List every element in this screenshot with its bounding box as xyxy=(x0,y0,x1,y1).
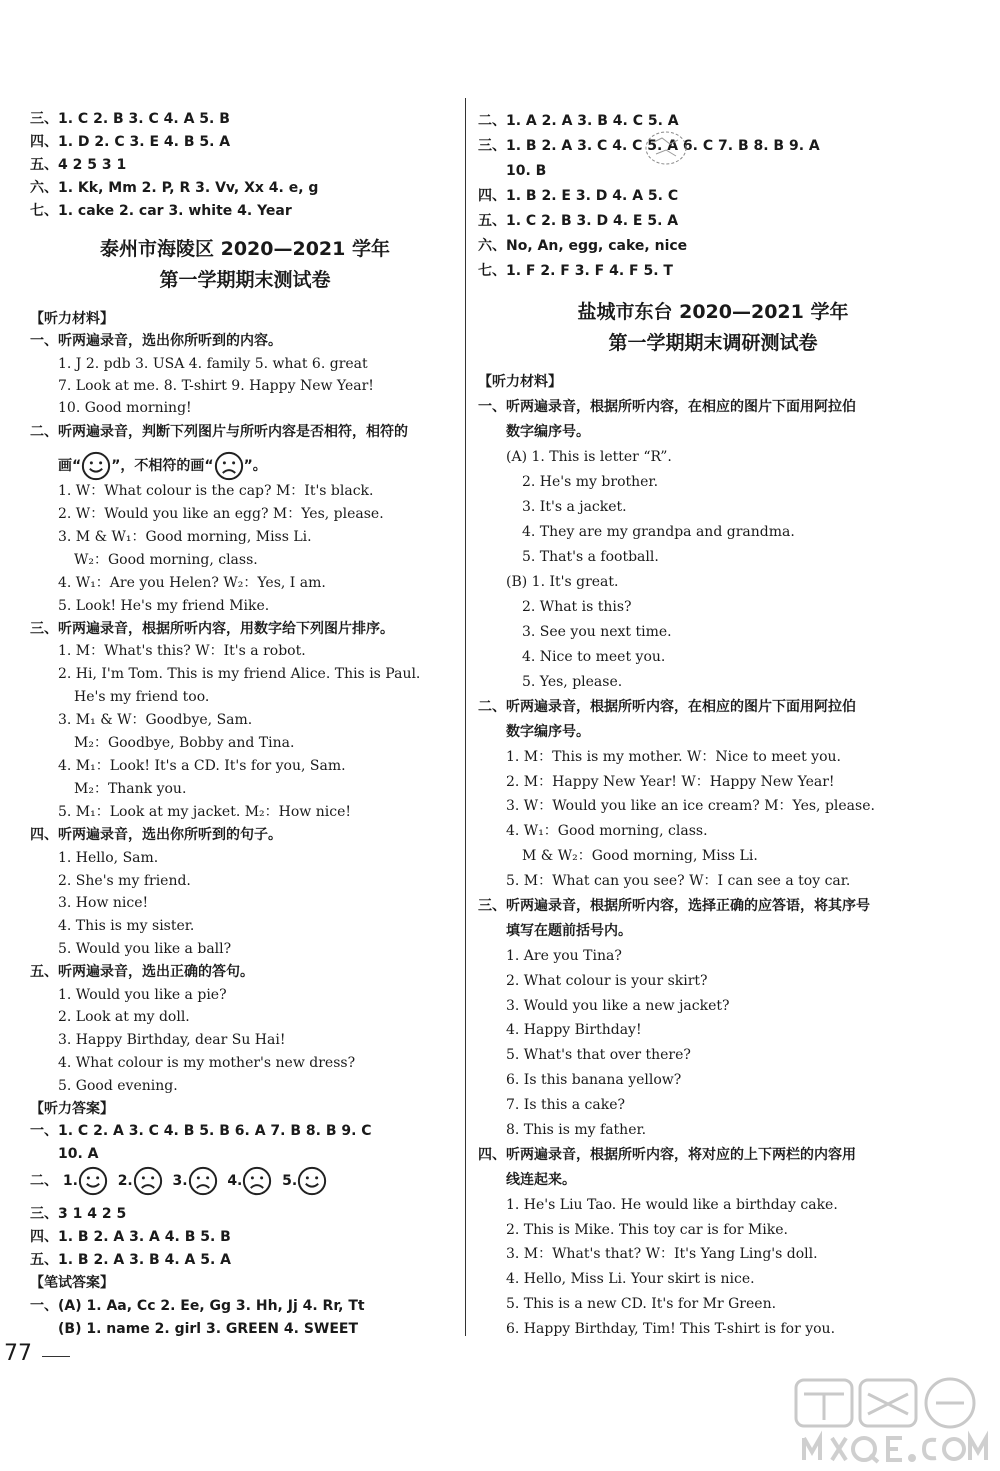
text-line: 4. This is my sister. xyxy=(58,918,195,934)
stamp-mark xyxy=(640,128,692,168)
section-label: 【笔试答案】 xyxy=(30,1275,114,1291)
smiley-face-icon xyxy=(78,1166,108,1196)
text-line: 3. M₁ & W：Goodbye, Sam. xyxy=(58,712,253,728)
text-line: 2. What colour is your skirt? xyxy=(506,973,708,989)
sad-face-icon xyxy=(242,1166,272,1196)
text-line: 6. Is this banana yellow? xyxy=(506,1072,682,1088)
text-fragment: ”，不相符的画“ xyxy=(111,458,214,474)
answer-line: 10. B xyxy=(506,163,547,179)
text-line: 4. W₁：Good morning, class. xyxy=(506,823,708,839)
text-line: 5. Would you like a ball? xyxy=(58,941,232,957)
text-line: 2. She's my friend. xyxy=(58,873,191,889)
text-line: 5. What's that over there? xyxy=(506,1047,691,1063)
section-label: 【听力材料】 xyxy=(30,311,114,327)
text-line: 1. Would you like a pie? xyxy=(58,987,227,1003)
text-line: 2. What is this? xyxy=(522,599,632,615)
text-line: 1. He's Liu Tao. He would like a birthday cake. xyxy=(506,1197,838,1213)
answer-line: 五、1. B 2. A 3. B 4. A 5. A xyxy=(30,1252,232,1268)
text-line: 3. M & W₁：Good morning, Miss Li. xyxy=(58,529,312,545)
text-line: 2. W：Would you like an egg? M：Yes, please. xyxy=(58,506,384,522)
text-line: 3. W：Would you like an ice cream? M：Yes, please. xyxy=(506,798,875,814)
text-line: 1. W：What colour is the cap? M：It's black. xyxy=(58,483,374,499)
text-line: 3. How nice! xyxy=(58,895,149,911)
question-head: 四、听两遍录音，选出你所听到的句子。 xyxy=(30,827,282,843)
answer-line: 10. A xyxy=(58,1146,99,1162)
page-number-rule xyxy=(42,1356,70,1357)
text-line: 4. Happy Birthday! xyxy=(506,1022,642,1038)
text-line: (B) 1. It's great. xyxy=(506,574,619,590)
face-answer: 5. xyxy=(282,1173,327,1189)
text-line: 5. Yes, please. xyxy=(522,674,623,690)
text-line: 5. This is a new CD. It's for Mr Green. xyxy=(506,1296,777,1312)
question-head: 一、听两遍录音，选出你所听到的内容。 xyxy=(30,333,282,349)
text-line: 5. Good evening. xyxy=(58,1078,178,1094)
text-line: 3. Would you like a new jacket? xyxy=(506,998,730,1014)
answer-line: 六、1. Kk, Mm 2. P, R 3. Vv, Xx 4. e, g xyxy=(30,180,319,196)
text-line: 4. Nice to meet you. xyxy=(522,649,666,665)
text-line: W₂：Good morning, class. xyxy=(74,552,258,568)
text-line: 5. M：What can you see? W：I can see a toy car. xyxy=(506,873,851,889)
text-line: 3. See you next time. xyxy=(522,624,672,640)
face-answer: 1. xyxy=(63,1173,108,1189)
page-number: 77 xyxy=(4,1341,32,1366)
text-line: 8. This is my father. xyxy=(506,1122,647,1138)
text-line: M₂：Thank you. xyxy=(74,781,187,797)
exam-subtitle: 第一学期期末测试卷 xyxy=(159,269,331,291)
text-line: 2. M：Happy New Year! W：Happy New Year! xyxy=(506,774,835,790)
question-head-cont: 填写在题前括号内。 xyxy=(506,923,632,939)
answer-line: 一、(A) 1. Aa, Cc 2. Ee, Gg 3. Hh, Jj 4. Rr, Tt xyxy=(30,1298,365,1314)
text-line: 4. Hello, Miss Li. Your skirt is nice. xyxy=(506,1271,755,1287)
question-head: 五、听两遍录音，选出正确的答句。 xyxy=(30,964,254,980)
text-fragment: ”。 xyxy=(243,458,267,474)
question-head: 一、听两遍录音，根据所听内容，在相应的图片下面用阿拉伯 xyxy=(478,399,856,415)
text-line: 4. M₁：Look! It's a CD. It's for you, Sam. xyxy=(58,758,346,774)
smiley-face-icon xyxy=(297,1166,327,1196)
text-line: 7. Is this a cake? xyxy=(506,1097,625,1113)
section-label: 【听力材料】 xyxy=(478,374,562,390)
text-line: 3. M：What's that? W：It's Yang Ling's doll. xyxy=(506,1246,818,1262)
text-line: M₂：Goodbye, Bobby and Tina. xyxy=(74,735,295,751)
text-line: 2. Hi, I'm Tom. This is my friend Alice. This is Paul. xyxy=(58,666,421,682)
face-answer: 3. xyxy=(173,1173,218,1189)
sad-face-icon xyxy=(133,1166,163,1196)
question-head-cont: 数字编序号。 xyxy=(506,724,590,740)
text-line: 4. They are my grandpa and grandma. xyxy=(522,524,795,540)
answer-line: 四、1. B 2. A 3. A 4. B 5. B xyxy=(30,1229,231,1245)
answer-line: 六、No, An, egg, cake, nice xyxy=(478,238,688,254)
text-line: 5. That's a football. xyxy=(522,549,659,565)
answer-line: 四、1. B 2. E 3. D 4. A 5. C xyxy=(478,188,679,204)
question-head-cont: 数字编序号。 xyxy=(506,424,590,440)
text-line: 1. Hello, Sam. xyxy=(58,850,159,866)
text-line: 2. This is Mike. This toy car is for Mike. xyxy=(506,1222,788,1238)
text-line: 1. M：This is my mother. W：Nice to meet you. xyxy=(506,749,841,765)
text-line: 3. It's a jacket. xyxy=(522,499,627,515)
answer-line: 七、1. F 2. F 3. F 4. F 5. T xyxy=(478,263,673,279)
question-head: 三、听两遍录音，根据所听内容，用数字给下列图片排序。 xyxy=(30,621,394,637)
answer-line: 四、1. D 2. C 3. E 4. B 5. A xyxy=(30,134,231,150)
exam-title: 盐城市东台 2020—2021 学年 xyxy=(577,301,849,323)
answer-line: 二、1. A 2. A 3. B 4. C 5. A xyxy=(478,113,679,129)
sad-face-icon xyxy=(188,1166,218,1196)
text-line: 5. M₁：Look at my jacket. M₂：How nice! xyxy=(58,804,351,820)
sad-face-icon xyxy=(214,451,244,481)
text-line: (A) 1. This is letter “R”. xyxy=(506,449,672,465)
text-fragment: 画“ xyxy=(58,458,82,474)
text-line: 10. Good morning! xyxy=(58,400,192,416)
answer-line: 五、1. C 2. B 3. D 4. E 5. A xyxy=(478,213,679,229)
text-line: He's my friend too. xyxy=(74,689,210,705)
question-head-cont: 线连起来。 xyxy=(506,1172,576,1188)
answer-line: 三、1. B 2. A 3. C 4. C 5. A 6. C 7. B 8. B 9. A xyxy=(478,138,820,154)
text-line: 4. W₁：Are you Helen? W₂：Yes, I am. xyxy=(58,575,326,591)
text-line: 5. Look! He's my friend Mike. xyxy=(58,598,270,614)
face-answer: 4. xyxy=(227,1173,272,1189)
question-head: 四、听两遍录音，根据所听内容，将对应的上下两栏的内容用 xyxy=(478,1147,856,1163)
question-head: 三、听两遍录音，根据所听内容，选择正确的应答语，将其序号 xyxy=(478,898,870,914)
answer-line: (B) 1. name 2. girl 3. GREEN 4. SWEET xyxy=(58,1321,359,1337)
exam-subtitle: 第一学期期末调研测试卷 xyxy=(608,332,818,354)
face-answer: 2. xyxy=(118,1173,163,1189)
answer-faces-line xyxy=(30,1166,327,1196)
answer-line: 三、3 1 4 2 5 xyxy=(30,1206,127,1222)
column-divider xyxy=(465,98,466,1336)
answer-line: 五、4 2 5 3 1 xyxy=(30,157,127,173)
text-line: 3. Happy Birthday, dear Su Hai! xyxy=(58,1032,286,1048)
question-head: 二、听两遍录音，判断下列图片与所听内容是否相符，相符的 xyxy=(30,424,408,440)
text-line: 1. Are you Tina? xyxy=(506,948,622,964)
text-line: 1. J 2. pdb 3. USA 4. family 5. what 6. great xyxy=(58,356,368,372)
text-line: 6. Happy Birthday, Tim! This T-shirt is for you. xyxy=(506,1321,836,1337)
text-line: 1. M：What's this? W：It's a robot. xyxy=(58,643,306,659)
answer-line: 三、1. C 2. B 3. C 4. A 5. B xyxy=(30,111,230,127)
text-line: M & W₂：Good morning, Miss Li. xyxy=(522,848,758,864)
text-fragment: 二、 xyxy=(30,1173,58,1189)
text-line: 7. Look at me. 8. T-shirt 9. Happy New Year! xyxy=(58,378,374,394)
text-line: 2. He's my brother. xyxy=(522,474,659,490)
text-line: 2. Look at my doll. xyxy=(58,1009,190,1025)
watermark-logo xyxy=(790,1374,990,1466)
text-line: 4. What colour is my mother's new dress? xyxy=(58,1055,356,1071)
smiley-face-icon xyxy=(81,451,111,481)
question-head: 二、听两遍录音，根据所听内容，在相应的图片下面用阿拉伯 xyxy=(478,699,856,715)
answer-line: 一、1. C 2. A 3. C 4. B 5. B 6. A 7. B 8. B 9. C xyxy=(30,1123,372,1139)
exam-title: 泰州市海陵区 2020—2021 学年 xyxy=(100,238,390,260)
answer-line: 七、1. cake 2. car 3. white 4. Year xyxy=(30,203,292,219)
section-label: 【听力答案】 xyxy=(30,1101,114,1117)
question-head-cont xyxy=(58,450,267,482)
